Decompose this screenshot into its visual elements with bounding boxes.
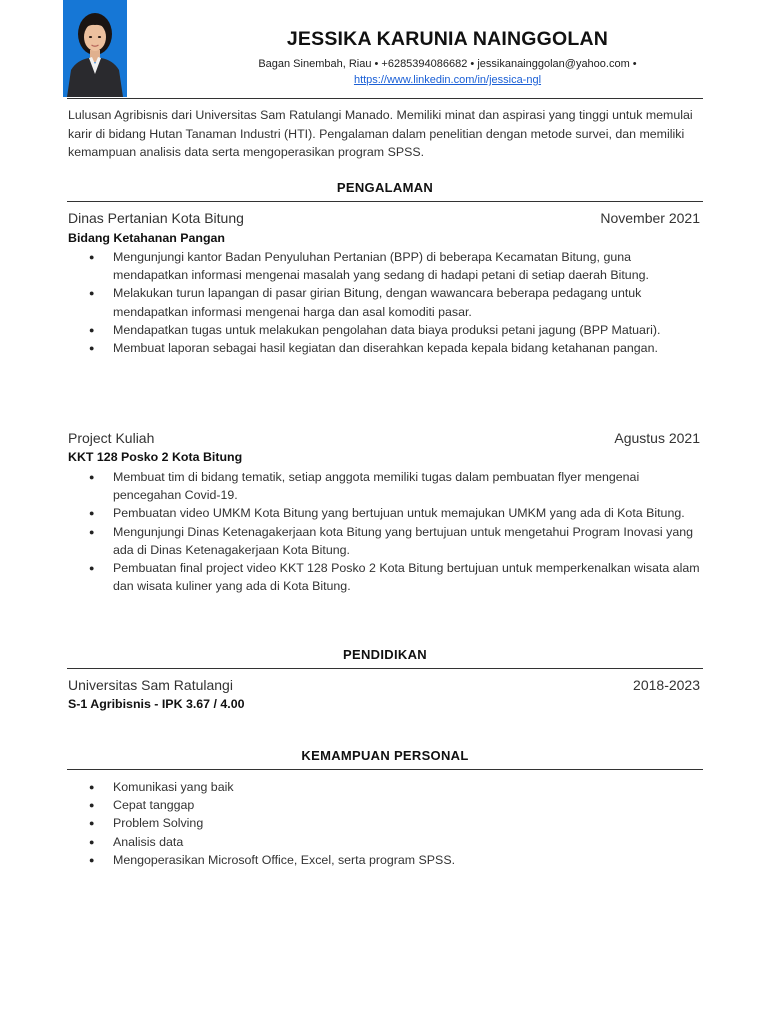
- list-item: ● Mendapatkan tugas untuk melakukan pengolahan data biaya produksi petani jagung (BPP Matuari).: [68, 321, 700, 339]
- list-item: ● Melakukan turun lapangan di pasar girian Bitung, dengan wawancara beberapa pedagang untuk mendapatkan informasi mengenai harga dan asal komoditi pasar.: [68, 284, 700, 320]
- education-divider: [67, 668, 703, 669]
- list-item: ● Mengoperasikan Microsoft Office, Excel, serta program SPSS.: [68, 851, 700, 869]
- profile-summary: Lulusan Agribisnis dari Universitas Sam Ratulangi Manado. Memiliki minat dan aspirasi yang tinggi untuk memulai karir di bidang Hutan Tanaman Industri (HTI). Pengalaman dalam penelitian dengan metode survei, dan memiliki kemampuan analisis data serta mengoperasikan program SPSS.: [68, 108, 693, 159]
- education-degree: S-1 Agribisnis - IPK 3.67 / 4.00: [68, 697, 245, 711]
- section-title-skills: KEMAMPUAN PERSONAL: [301, 748, 469, 763]
- section-title-education: PENDIDIKAN: [343, 647, 427, 662]
- experience-role: KKT 128 Posko 2 Kota Bitung: [68, 450, 243, 464]
- section-title-experience: PENGALAMAN: [336, 180, 434, 195]
- contact-line: Bagan Sinembah, Riau • +6285394086682 • jessikanainggolan@yahoo.com •: [258, 58, 637, 70]
- list-item: ● Cepat tanggap: [68, 796, 700, 814]
- list-item: ● Pembuatan final project video KKT 128 Posko 2 Kota Bitung bertujuan untuk memperkenalkan wisata alam dan wisata kuliner yang ada di Kota Bitung.: [68, 559, 700, 595]
- experience-entry-header: [68, 430, 700, 446]
- experience-role: Bidang Ketahanan Pangan: [68, 231, 225, 245]
- experience-bullets: [68, 468, 700, 595]
- list-item: ● Membuat laporan sebagai hasil kegiatan dan diserahkan kepada kepala bidang ketahanan pangan.: [68, 339, 700, 357]
- education-years: 2018-2023: [633, 677, 700, 693]
- experience-date: Agustus 2021: [614, 430, 700, 446]
- experience-divider: [67, 201, 703, 202]
- list-item: ● Pembuatan video UMKM Kota Bitung yang bertujuan untuk memajukan UMKM yang ada di Kota Bitung.: [68, 504, 700, 522]
- header-divider: [67, 98, 703, 99]
- candidate-name: JESSIKA KARUNIA NAINGGOLAN: [286, 28, 609, 50]
- list-item: ● Komunikasi yang baik: [68, 778, 700, 796]
- list-item: ● Membuat tim di bidang tematik, setiap anggota memiliki tugas dalam pembuatan flyer mengenai pencegahan Covid-19.: [68, 468, 700, 504]
- education-entry-header: [68, 677, 700, 693]
- list-item: ● Problem Solving: [68, 814, 700, 832]
- experience-org: Project Kuliah: [68, 430, 155, 446]
- linkedin-link[interactable]: https://www.linkedin.com/in/jessica-ngl: [353, 74, 542, 86]
- experience-org: Dinas Pertanian Kota Bitung: [68, 210, 244, 226]
- education-school: Universitas Sam Ratulangi: [68, 677, 233, 693]
- skills-divider: [67, 769, 703, 770]
- profile-photo: [63, 0, 127, 97]
- list-item: ● Mengunjungi kantor Badan Penyuluhan Pertanian (BPP) di beberapa Kecamatan Bitung, guna mendapatkan informasi mengenai masalah yang sedang di hadapi petani di setiap daerah Bitung.: [68, 248, 700, 284]
- experience-bullets: [68, 248, 700, 357]
- experience-entry-header: [68, 210, 700, 226]
- skills-list: [68, 778, 700, 869]
- list-item: ● Mengunjungi Dinas Ketenagakerjaan kota Bitung yang bertujuan untuk mengetahui Program Inovasi yang ada di Dinas Ketenagakerjaan Kota Bitung.: [68, 523, 700, 559]
- experience-date: November 2021: [600, 210, 700, 226]
- contact-info: [127, 56, 768, 88]
- list-item: ● Analisis data: [68, 833, 700, 851]
